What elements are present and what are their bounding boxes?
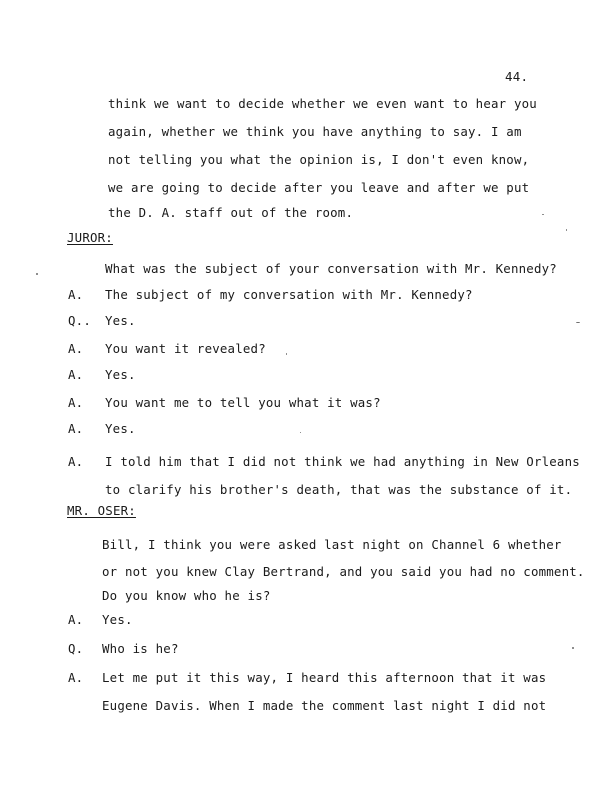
qa-text: Yes. bbox=[105, 367, 136, 382]
text-line: the D. A. staff out of the room. bbox=[108, 205, 354, 220]
qa-label: A. bbox=[68, 395, 84, 410]
qa-label: A. bbox=[68, 670, 84, 685]
scan-speck bbox=[300, 432, 301, 433]
scan-speck bbox=[572, 647, 574, 649]
qa-text: Let me put it this way, I heard this afternoon that it was bbox=[102, 670, 547, 685]
qa-text: I told him that I did not think we had anything in New Orleans bbox=[105, 454, 580, 469]
oser-question-line: Bill, I think you were asked last night on Channel 6 whether bbox=[102, 537, 562, 552]
qa-text: You want me to tell you what it was? bbox=[105, 395, 381, 410]
juror-question: What was the subject of your conversation with Mr. Kennedy? bbox=[105, 261, 557, 276]
text-line: we are going to decide after you leave and after we put bbox=[108, 180, 530, 195]
qa-label: A. bbox=[68, 287, 84, 302]
speaker-mr-oser: MR. OSER: bbox=[67, 503, 136, 518]
page-number: 44. bbox=[505, 69, 529, 84]
scan-speck bbox=[566, 229, 567, 231]
qa-label: A. bbox=[68, 421, 84, 436]
qa-label: Q. bbox=[68, 641, 84, 656]
qa-label: A. bbox=[68, 341, 84, 356]
oser-question-line: Do you know who he is? bbox=[102, 588, 271, 603]
qa-label: A. bbox=[68, 612, 84, 627]
qa-text: The subject of my conversation with Mr. Kennedy? bbox=[105, 287, 473, 302]
qa-text-continuation: to clarify his brother's death, that was the substance of it. bbox=[105, 482, 573, 497]
qa-label: A. bbox=[68, 367, 84, 382]
text-line: not telling you what the opinion is, I don't even know, bbox=[108, 152, 530, 167]
qa-text: Yes. bbox=[102, 612, 133, 627]
scan-speck bbox=[36, 273, 38, 275]
qa-label: Q.. bbox=[68, 313, 91, 328]
text-line: think we want to decide whether we even want to hear you bbox=[108, 96, 537, 111]
text-line: again, whether we think you have anything to say. I am bbox=[108, 124, 522, 139]
speaker-juror: JUROR: bbox=[67, 230, 113, 245]
qa-text: Yes. bbox=[105, 313, 136, 328]
scan-speck bbox=[286, 353, 287, 355]
qa-text-continuation: Eugene Davis. When I made the comment last night I did not bbox=[102, 698, 547, 713]
qa-text: Yes. bbox=[105, 421, 136, 436]
oser-question-line: or not you knew Clay Bertrand, and you said you had no comment. bbox=[102, 564, 585, 579]
scan-speck bbox=[542, 214, 544, 215]
qa-text: You want it revealed? bbox=[105, 341, 266, 356]
scan-speck bbox=[576, 322, 580, 323]
qa-label: A. bbox=[68, 454, 84, 469]
qa-text: Who is he? bbox=[102, 641, 179, 656]
